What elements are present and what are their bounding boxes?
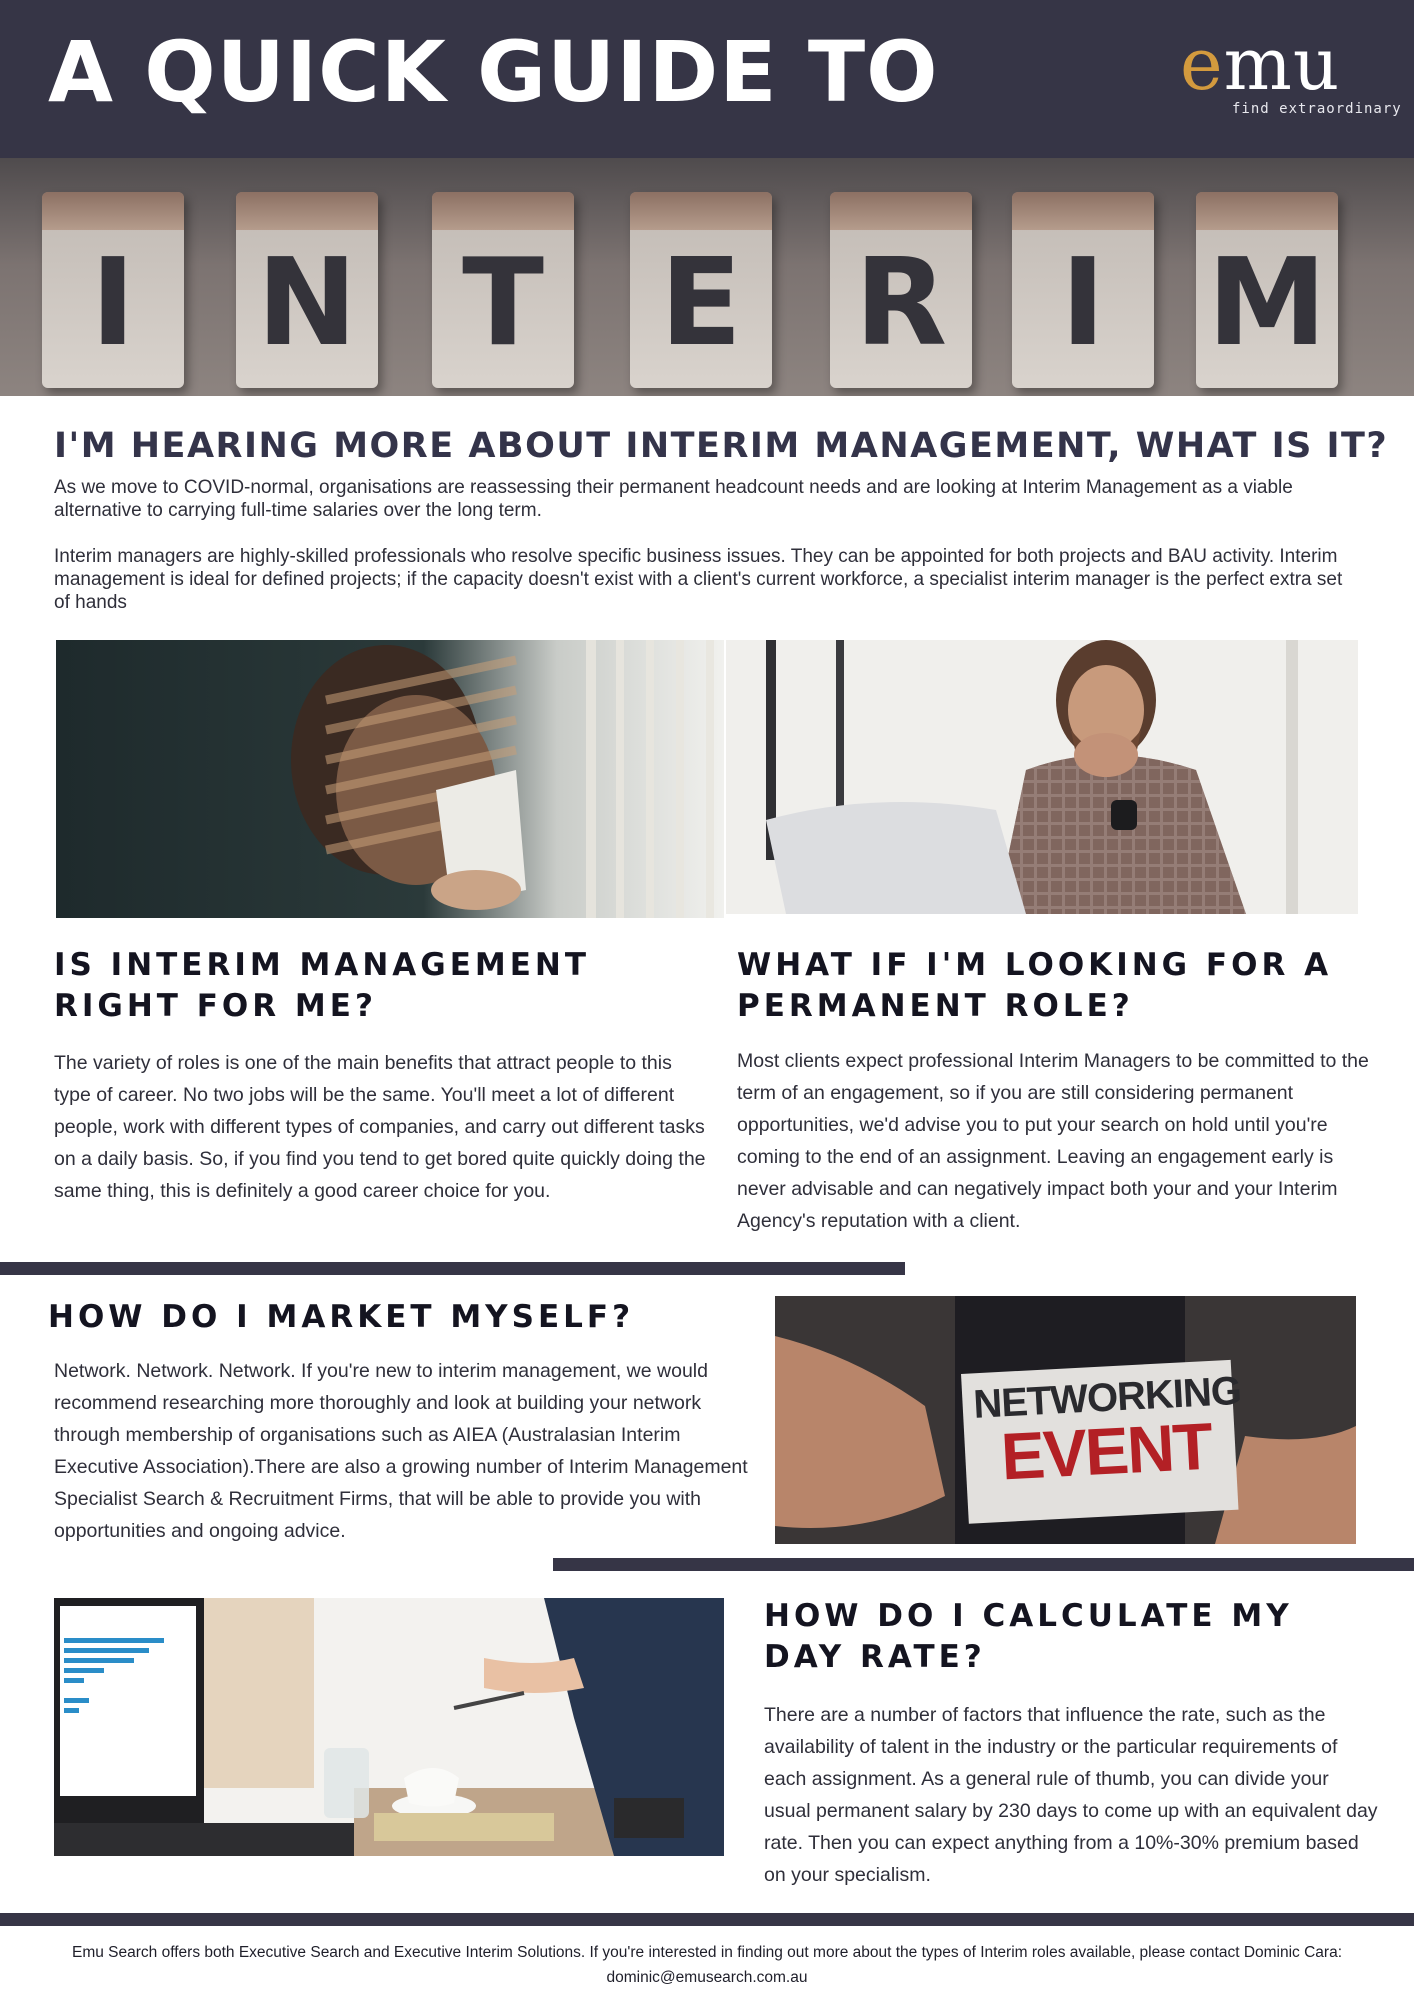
section-divider — [0, 1262, 905, 1275]
section-body-market-myself: Network. Network. Network. If you're new to interim management, we would recommend researching more thoroughly and look at building your network through membership of organisations such as AIEA (Australasian Interim Executive Association).There are also a growing number of Interim Management Specialist Search & Recruitment Firms, that will be able to provide you with opportunities and ongoing advice. — [54, 1360, 748, 1542]
networking-event-card-photo — [775, 1296, 1356, 1544]
man-drinking-coffee-photo — [56, 640, 724, 918]
header-banner — [0, 0, 1414, 158]
letter-block: I — [1012, 192, 1154, 388]
letter-block: E — [630, 192, 772, 388]
section-body-right-for-me: The variety of roles is one of the main benefits that attract people to this type of career. No two jobs will be the same. You'll meet a lot of different people, work with different types of companies, and carry out different tasks on a daily basis. So, if you find you tend to get bored quite quickly doing the same thing, this is definitely a good career choice for you. — [54, 1052, 706, 1202]
section-divider — [553, 1558, 1414, 1571]
section-heading-day-rate: HOW DO I CALCULATE MY DAY RATE? — [764, 1598, 1293, 1675]
section-body-permanent-role: Most clients expect professional Interim Managers to be committed to the term of an engagement, so if you are still considering permanent opportunities, we'd advise you to put your search on hold until you're coming to the end of an assignment. Leaving an engagement early is never advisable and can negatively impact both your and your Interim Agency's reputation with a client. — [737, 1050, 1369, 1232]
letter-block: T — [432, 192, 574, 388]
section-heading-permanent-role: WHAT IF I'M LOOKING FOR A PERMANENT ROLE? — [737, 947, 1333, 1024]
hero-interim-blocks-image — [0, 158, 1414, 396]
section-heading-market-myself: HOW DO I MARKET MYSELF? — [48, 1299, 635, 1335]
section-body-day-rate: There are a number of factors that influence the rate, such as the availability of talent in the industry or the particular requirements of each assignment. As a general rule of thumb, you can divide your usual permanent salary by 230 days to come up with an equivalent day rate. Then you can expect anything from a 10%-30% premium based on your specialism. — [764, 1704, 1378, 1886]
card-line-networking: NETWORKING — [972, 1368, 1243, 1427]
intro-paragraph: As we move to COVID-normal, organisations are reassessing their permanent headcount needs and are looking at Interim Management as a viable alternative to carrying full-time salaries over the long term. — [54, 477, 1293, 521]
networking-card — [972, 1368, 1243, 1494]
letter-block: I — [42, 192, 184, 388]
section-heading-right-for-me: IS INTERIM MANAGEMENT RIGHT FOR ME? — [54, 947, 591, 1024]
card-line-event: EVENT — [999, 1408, 1213, 1494]
page-title: A QUICK GUIDE TO — [48, 23, 939, 121]
emu-logo — [1180, 22, 1402, 128]
logo-wordmark: emu — [1180, 22, 1341, 106]
logo-tagline: find extraordinary — [1232, 101, 1402, 117]
letter-block: N — [236, 192, 378, 388]
footer-email-link[interactable]: dominic@emusearch.com.au — [606, 1969, 808, 1986]
footer-text: Emu Search offers both Executive Search and Executive Interim Solutions. If you're interested in finding out more about the types of Interim roles available, please contact Dominic Cara: — [71, 1944, 1343, 1961]
intro-heading: I'M HEARING MORE ABOUT INTERIM MANAGEMENT, WHAT IS IT? — [54, 426, 1389, 466]
man-thinking-at-laptop-photo — [726, 640, 1358, 914]
footer-divider — [0, 1913, 1414, 1926]
footer-contact — [0, 1940, 1414, 1990]
laptop-and-pen-photo — [54, 1598, 724, 1856]
letter-block: R — [830, 192, 972, 388]
letter-block: M — [1196, 192, 1338, 388]
intro-paragraph: Interim managers are highly-skilled professionals who resolve specific business issues. They can be appointed for both projects and BAU activity. Interim management is ideal for defined projects; if the capacity doesn't exist with a client's current workforce, a specialist interim manager is the perfect extra set of hands — [54, 546, 1343, 613]
